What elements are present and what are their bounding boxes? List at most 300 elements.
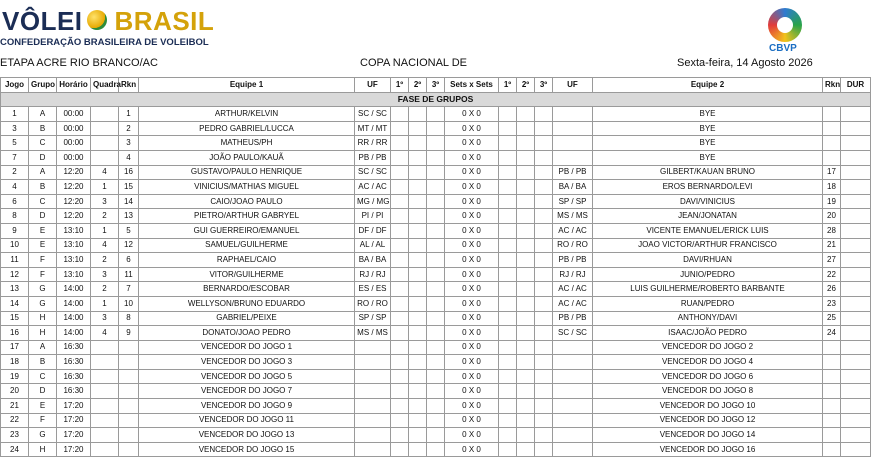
set3-team2-cell <box>535 326 553 341</box>
sets-score-cell: 0 X 0 <box>445 428 499 443</box>
team1-cell: PEDRO GABRIEL/LUCCA <box>139 121 355 136</box>
set1-team1-cell <box>391 180 409 195</box>
time-cell: 12:20 <box>57 209 91 224</box>
set1-team2-cell <box>499 428 517 443</box>
set1-team1-cell <box>391 150 409 165</box>
set3-team1-cell <box>427 253 445 268</box>
duration-cell <box>841 282 871 297</box>
column-header: 2º <box>517 78 535 93</box>
set1-team1-cell <box>391 384 409 399</box>
sets-score-cell: 0 X 0 <box>445 340 499 355</box>
court-cell: 3 <box>91 311 119 326</box>
uf1-cell: SP / SP <box>355 311 391 326</box>
time-cell: 00:00 <box>57 136 91 151</box>
uf2-cell <box>553 413 593 428</box>
team2-cell: BYE <box>593 136 823 151</box>
team2-cell: VENCEDOR DO JOGO 14 <box>593 428 823 443</box>
rank2-cell <box>823 413 841 428</box>
set1-team1-cell <box>391 267 409 282</box>
game-number-cell: 17 <box>1 340 29 355</box>
time-cell: 12:20 <box>57 165 91 180</box>
team1-cell: BERNARDO/ESCOBAR <box>139 282 355 297</box>
set2-team1-cell <box>409 180 427 195</box>
sets-score-cell: 0 X 0 <box>445 384 499 399</box>
team1-cell: GABRIEL/PEIXE <box>139 311 355 326</box>
set2-team1-cell <box>409 150 427 165</box>
duration-cell <box>841 369 871 384</box>
set1-team2-cell <box>499 326 517 341</box>
team2-cell: ISAAC/JOÃO PEDRO <box>593 326 823 341</box>
set2-team2-cell <box>517 326 535 341</box>
rank1-cell: 15 <box>119 180 139 195</box>
rank1-cell: 2 <box>119 121 139 136</box>
phase-row <box>1 92 871 107</box>
column-header: Grupo <box>29 78 57 93</box>
game-number-cell: 7 <box>1 150 29 165</box>
duration-cell <box>841 442 871 457</box>
duration-cell <box>841 121 871 136</box>
duration-cell <box>841 355 871 370</box>
set3-team1-cell <box>427 413 445 428</box>
table-row <box>1 442 871 457</box>
phase-label: FASE DE GRUPOS <box>1 92 871 107</box>
set2-team1-cell <box>409 223 427 238</box>
court-cell: 1 <box>91 296 119 311</box>
set3-team1-cell <box>427 165 445 180</box>
set1-team1-cell <box>391 399 409 414</box>
group-cell: H <box>29 326 57 341</box>
duration-cell <box>841 223 871 238</box>
set3-team2-cell <box>535 413 553 428</box>
uf2-cell <box>553 399 593 414</box>
volleyball-icon <box>87 10 107 30</box>
uf2-cell <box>553 428 593 443</box>
rank2-cell <box>823 136 841 151</box>
time-cell: 00:00 <box>57 107 91 122</box>
group-cell: A <box>29 340 57 355</box>
game-number-cell: 20 <box>1 384 29 399</box>
set3-team2-cell <box>535 253 553 268</box>
duration-cell <box>841 180 871 195</box>
game-number-cell: 22 <box>1 413 29 428</box>
table-header-row <box>1 78 871 93</box>
court-cell: 2 <box>91 209 119 224</box>
team1-cell: VENCEDOR DO JOGO 13 <box>139 428 355 443</box>
set2-team2-cell <box>517 413 535 428</box>
group-cell: A <box>29 165 57 180</box>
team2-cell: VICENTE EMANUEL/ERICK LUIS <box>593 223 823 238</box>
team1-cell: SAMUEL/GUILHERME <box>139 238 355 253</box>
rank2-cell <box>823 428 841 443</box>
time-cell: 13:10 <box>57 223 91 238</box>
set3-team2-cell <box>535 150 553 165</box>
team1-cell: VENCEDOR DO JOGO 9 <box>139 399 355 414</box>
team2-cell: EROS BERNARDO/LEVI <box>593 180 823 195</box>
set3-team2-cell <box>535 355 553 370</box>
set3-team1-cell <box>427 136 445 151</box>
rank1-cell: 16 <box>119 165 139 180</box>
set3-team2-cell <box>535 194 553 209</box>
rank1-cell <box>119 442 139 457</box>
duration-cell <box>841 267 871 282</box>
set1-team2-cell <box>499 180 517 195</box>
rank1-cell: 13 <box>119 209 139 224</box>
group-cell: B <box>29 355 57 370</box>
table-row <box>1 238 871 253</box>
set3-team2-cell <box>535 136 553 151</box>
set3-team1-cell <box>427 442 445 457</box>
team2-cell: JOAO VICTOR/ARTHUR FRANCISCO <box>593 238 823 253</box>
uf2-cell <box>553 369 593 384</box>
duration-cell <box>841 340 871 355</box>
set3-team1-cell <box>427 267 445 282</box>
duration-cell <box>841 253 871 268</box>
set3-team1-cell <box>427 180 445 195</box>
time-cell: 17:20 <box>57 413 91 428</box>
court-cell: 3 <box>91 267 119 282</box>
set2-team2-cell <box>517 238 535 253</box>
court-cell <box>91 399 119 414</box>
team2-cell: DAVI/VINICIUS <box>593 194 823 209</box>
uf2-cell <box>553 384 593 399</box>
sets-score-cell: 0 X 0 <box>445 165 499 180</box>
group-cell: C <box>29 136 57 151</box>
rank2-cell <box>823 442 841 457</box>
game-number-cell: 19 <box>1 369 29 384</box>
sets-score-cell: 0 X 0 <box>445 399 499 414</box>
set3-team2-cell <box>535 369 553 384</box>
set2-team1-cell <box>409 442 427 457</box>
team2-cell: VENCEDOR DO JOGO 10 <box>593 399 823 414</box>
rank1-cell <box>119 413 139 428</box>
rank2-cell: 20 <box>823 209 841 224</box>
uf2-cell: SC / SC <box>553 326 593 341</box>
stage-title: ETAPA ACRE RIO BRANCO/AC <box>0 57 158 69</box>
table-row <box>1 340 871 355</box>
uf1-cell: MS / MS <box>355 326 391 341</box>
rank1-cell: 3 <box>119 136 139 151</box>
duration-cell <box>841 399 871 414</box>
group-cell: F <box>29 413 57 428</box>
set1-team1-cell <box>391 194 409 209</box>
table-row <box>1 136 871 151</box>
game-number-cell: 14 <box>1 296 29 311</box>
column-header: Horário <box>57 78 91 93</box>
group-cell: B <box>29 121 57 136</box>
game-number-cell: 2 <box>1 165 29 180</box>
sets-score-cell: 0 X 0 <box>445 267 499 282</box>
group-cell: H <box>29 311 57 326</box>
group-cell: F <box>29 253 57 268</box>
set1-team2-cell <box>499 296 517 311</box>
column-header: 3º <box>427 78 445 93</box>
duration-cell <box>841 311 871 326</box>
group-cell: D <box>29 209 57 224</box>
team1-cell: WELLYSON/BRUNO EDUARDO <box>139 296 355 311</box>
team1-cell: VENCEDOR DO JOGO 15 <box>139 442 355 457</box>
set2-team2-cell <box>517 165 535 180</box>
team1-cell: ARTHUR/KELVIN <box>139 107 355 122</box>
set1-team1-cell <box>391 311 409 326</box>
team1-cell: JOÃO PAULO/KAUÃ <box>139 150 355 165</box>
table-body <box>1 92 871 457</box>
set1-team1-cell <box>391 223 409 238</box>
court-cell <box>91 121 119 136</box>
set2-team1-cell <box>409 340 427 355</box>
table-row <box>1 194 871 209</box>
court-cell <box>91 340 119 355</box>
team2-cell: ANTHONY/DAVI <box>593 311 823 326</box>
column-header: Jogo <box>1 78 29 93</box>
cup-title: COPA NACIONAL DE <box>360 57 467 69</box>
group-cell: E <box>29 223 57 238</box>
uf2-cell: RJ / RJ <box>553 267 593 282</box>
team1-cell: VENCEDOR DO JOGO 3 <box>139 355 355 370</box>
rank2-cell: 21 <box>823 238 841 253</box>
set3-team1-cell <box>427 384 445 399</box>
table-row <box>1 150 871 165</box>
set2-team1-cell <box>409 355 427 370</box>
duration-cell <box>841 150 871 165</box>
rank1-cell <box>119 355 139 370</box>
document-header <box>0 0 813 69</box>
time-cell: 17:20 <box>57 428 91 443</box>
team2-cell: JEAN/JONATAN <box>593 209 823 224</box>
sets-score-cell: 0 X 0 <box>445 194 499 209</box>
set1-team1-cell <box>391 355 409 370</box>
sets-score-cell: 0 X 0 <box>445 150 499 165</box>
rank1-cell: 9 <box>119 326 139 341</box>
column-header: Equipe 2 <box>593 78 823 93</box>
game-number-cell: 23 <box>1 428 29 443</box>
cbv-emblem-icon <box>768 8 802 42</box>
game-number-cell: 9 <box>1 223 29 238</box>
set2-team2-cell <box>517 253 535 268</box>
group-cell: D <box>29 150 57 165</box>
set3-team2-cell <box>535 442 553 457</box>
set3-team2-cell <box>535 428 553 443</box>
duration-cell <box>841 194 871 209</box>
duration-cell <box>841 165 871 180</box>
set3-team2-cell <box>535 296 553 311</box>
set1-team1-cell <box>391 296 409 311</box>
set1-team1-cell <box>391 136 409 151</box>
court-cell <box>91 442 119 457</box>
time-cell: 12:20 <box>57 194 91 209</box>
sets-score-cell: 0 X 0 <box>445 223 499 238</box>
game-number-cell: 24 <box>1 442 29 457</box>
court-cell <box>91 150 119 165</box>
duration-cell <box>841 413 871 428</box>
sets-score-cell: 0 X 0 <box>445 209 499 224</box>
set2-team1-cell <box>409 399 427 414</box>
column-header: Sets x Sets <box>445 78 499 93</box>
set3-team1-cell <box>427 209 445 224</box>
court-cell <box>91 428 119 443</box>
rank2-cell: 27 <box>823 253 841 268</box>
set1-team2-cell <box>499 311 517 326</box>
cbv-logo-text: CBVP <box>769 43 797 54</box>
set2-team1-cell <box>409 121 427 136</box>
rank2-cell <box>823 399 841 414</box>
duration-cell <box>841 238 871 253</box>
time-cell: 14:00 <box>57 282 91 297</box>
set3-team2-cell <box>535 340 553 355</box>
uf2-cell <box>553 340 593 355</box>
set3-team1-cell <box>427 223 445 238</box>
court-cell: 1 <box>91 223 119 238</box>
set1-team1-cell <box>391 238 409 253</box>
sets-score-cell: 0 X 0 <box>445 355 499 370</box>
rank2-cell <box>823 340 841 355</box>
time-cell: 12:20 <box>57 180 91 195</box>
game-number-cell: 13 <box>1 282 29 297</box>
set2-team1-cell <box>409 253 427 268</box>
team2-cell: RUAN/PEDRO <box>593 296 823 311</box>
set2-team2-cell <box>517 369 535 384</box>
table-row <box>1 253 871 268</box>
court-cell: 1 <box>91 180 119 195</box>
team2-cell: VENCEDOR DO JOGO 12 <box>593 413 823 428</box>
table-row <box>1 399 871 414</box>
table-row <box>1 121 871 136</box>
column-header: 1º <box>391 78 409 93</box>
set1-team1-cell <box>391 413 409 428</box>
set1-team1-cell <box>391 253 409 268</box>
set1-team2-cell <box>499 209 517 224</box>
set2-team1-cell <box>409 282 427 297</box>
rank2-cell: 28 <box>823 223 841 238</box>
set1-team2-cell <box>499 253 517 268</box>
team1-cell: VENCEDOR DO JOGO 1 <box>139 340 355 355</box>
time-cell: 17:20 <box>57 399 91 414</box>
uf2-cell <box>553 121 593 136</box>
set3-team1-cell <box>427 296 445 311</box>
sets-score-cell: 0 X 0 <box>445 369 499 384</box>
game-number-cell: 18 <box>1 355 29 370</box>
column-header: 1º <box>499 78 517 93</box>
duration-cell <box>841 107 871 122</box>
sets-score-cell: 0 X 0 <box>445 107 499 122</box>
team1-cell: VENCEDOR DO JOGO 7 <box>139 384 355 399</box>
team1-cell: VITOR/GUILHERME <box>139 267 355 282</box>
set3-team2-cell <box>535 121 553 136</box>
uf2-cell: AC / AC <box>553 223 593 238</box>
rank2-cell: 17 <box>823 165 841 180</box>
team1-cell: GUSTAVO/PAULO HENRIQUE <box>139 165 355 180</box>
table-row <box>1 209 871 224</box>
rank1-cell: 8 <box>119 311 139 326</box>
set2-team1-cell <box>409 267 427 282</box>
rank1-cell: 6 <box>119 253 139 268</box>
uf2-cell <box>553 136 593 151</box>
time-cell: 16:30 <box>57 355 91 370</box>
rank2-cell: 25 <box>823 311 841 326</box>
set2-team2-cell <box>517 399 535 414</box>
team2-cell: BYE <box>593 121 823 136</box>
set1-team1-cell <box>391 107 409 122</box>
time-cell: 16:30 <box>57 340 91 355</box>
uf1-cell: MT / MT <box>355 121 391 136</box>
game-number-cell: 16 <box>1 326 29 341</box>
rank2-cell: 22 <box>823 267 841 282</box>
column-header: Rkn <box>823 78 841 93</box>
team2-cell: VENCEDOR DO JOGO 16 <box>593 442 823 457</box>
column-header: Equipe 1 <box>139 78 355 93</box>
court-cell <box>91 136 119 151</box>
group-cell: B <box>29 180 57 195</box>
column-header: Rkn <box>119 78 139 93</box>
uf2-cell: PB / PB <box>553 165 593 180</box>
set1-team2-cell <box>499 165 517 180</box>
set1-team2-cell <box>499 136 517 151</box>
table-row <box>1 311 871 326</box>
sets-score-cell: 0 X 0 <box>445 238 499 253</box>
set1-team2-cell <box>499 107 517 122</box>
group-cell: G <box>29 282 57 297</box>
uf2-cell <box>553 355 593 370</box>
time-cell: 14:00 <box>57 311 91 326</box>
team2-cell: BYE <box>593 107 823 122</box>
team2-cell: VENCEDOR DO JOGO 6 <box>593 369 823 384</box>
set1-team2-cell <box>499 223 517 238</box>
time-cell: 14:00 <box>57 296 91 311</box>
group-cell: E <box>29 238 57 253</box>
uf1-cell: SC / SC <box>355 107 391 122</box>
set1-team2-cell <box>499 384 517 399</box>
set1-team2-cell <box>499 413 517 428</box>
court-cell <box>91 413 119 428</box>
sets-score-cell: 0 X 0 <box>445 442 499 457</box>
set3-team1-cell <box>427 121 445 136</box>
set2-team2-cell <box>517 180 535 195</box>
set3-team1-cell <box>427 369 445 384</box>
court-cell: 3 <box>91 194 119 209</box>
uf2-cell <box>553 107 593 122</box>
uf1-cell <box>355 442 391 457</box>
set1-team2-cell <box>499 238 517 253</box>
set3-team2-cell <box>535 107 553 122</box>
set2-team2-cell <box>517 428 535 443</box>
duration-cell <box>841 428 871 443</box>
set3-team2-cell <box>535 180 553 195</box>
rank1-cell: 1 <box>119 107 139 122</box>
set2-team1-cell <box>409 384 427 399</box>
uf1-cell: PB / PB <box>355 150 391 165</box>
game-number-cell: 8 <box>1 209 29 224</box>
uf1-cell: DF / DF <box>355 223 391 238</box>
column-header: DUR <box>841 78 871 93</box>
set1-team1-cell <box>391 165 409 180</box>
set3-team2-cell <box>535 311 553 326</box>
uf2-cell: MS / MS <box>553 209 593 224</box>
rank2-cell <box>823 121 841 136</box>
uf1-cell: RR / RR <box>355 136 391 151</box>
set1-team2-cell <box>499 194 517 209</box>
table-row <box>1 107 871 122</box>
game-number-cell: 10 <box>1 238 29 253</box>
set1-team2-cell <box>499 340 517 355</box>
set3-team1-cell <box>427 238 445 253</box>
set1-team1-cell <box>391 369 409 384</box>
set2-team2-cell <box>517 136 535 151</box>
group-cell: F <box>29 267 57 282</box>
rank1-cell: 11 <box>119 267 139 282</box>
set3-team2-cell <box>535 267 553 282</box>
table-row <box>1 326 871 341</box>
uf1-cell: MG / MG <box>355 194 391 209</box>
group-cell: H <box>29 442 57 457</box>
